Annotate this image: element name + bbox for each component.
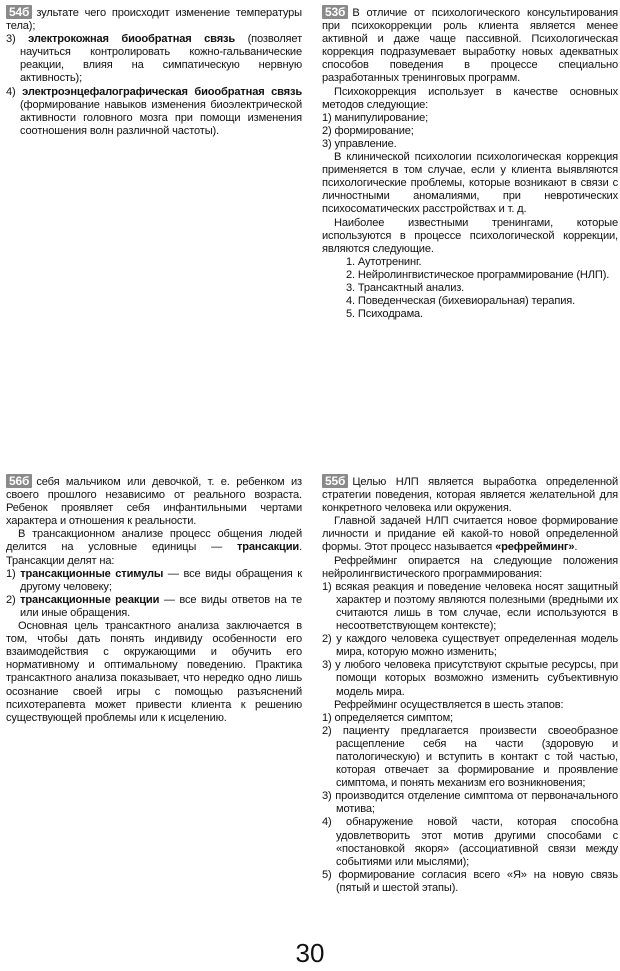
list-item: 3. Трансактный анализ.	[346, 281, 465, 294]
list-item: 3) у любого человека присутствуют скрытые ресурсы, при помощи которых возможно изменить субъективную модель мира.	[322, 659, 618, 698]
block-53	[322, 5, 618, 321]
block-56	[6, 474, 302, 725]
paragraph: В клинической психологии психологическая коррекция применяется в том случае, если у клиента выявляются психологические проблемы, которые возникают в связи с личностными аномалиями, при невротических психосоматических расстройствах и т. д.	[322, 151, 618, 216]
paragraph: Рефрейминг осуществляется в шесть этапов:	[334, 698, 564, 711]
list-item: 2) трансакционные реакции — все виды ответов на те или иные обращения.	[6, 593, 302, 619]
block-54	[6, 5, 302, 138]
list-item: 1) определяется симптом;	[322, 711, 453, 724]
list-item: 2. Нейролингвистическое программирование (НЛП).	[346, 268, 610, 281]
list-item: 2) у каждого человека существует определенная модель мира, которую можно изменить;	[322, 633, 618, 659]
list-item: 3) управление.	[322, 137, 397, 150]
list-item: 1) трансакционные стимулы — все виды обращения к другому человеку;	[6, 567, 302, 593]
section-tag: 54б	[6, 5, 32, 19]
list-item: 2) пациенту предлагается произвести своеобразное расщепление себя на части (здоровую и патологическую) и вступить в контакт с той частью, которая отвечает за формирование и проявление симптома, и понять механизм его возникновения;	[322, 724, 618, 790]
list-item: 4) обнаружение новой части, которая способна удовлетворить этот мотив другими способами с «постановкой якоря» (ассоциативной связи между событиями или мыслями);	[322, 816, 618, 868]
paragraph: Главной задачей НЛП считается новое формирование личности и придание ей какой-то новой определенной формы. Этот процесс называется «рефрейминг».	[322, 515, 618, 554]
section-tag: 53б	[322, 5, 348, 19]
paragraph: 55б Целью НЛП является выработка определенной стратегии поведения, которая является желательной для конкретного человека или окружения.	[322, 474, 618, 515]
paragraph: 56б себя мальчиком или девочкой, т. е. ребенком из своего прошлого независимо от реального возраста. Ребенок проявляет себя инфантильными чертами характера и отношения к реальности.	[6, 474, 302, 528]
page-number: 30	[295, 938, 325, 968]
list-item: 4. Поведенческая (бихевиоральная) терапия.	[346, 295, 576, 308]
list-item: 2) формирование;	[322, 124, 414, 137]
list-item: 5) формирование согласия всего «Я» на новую связь (пятый и шестой этапы).	[322, 868, 618, 894]
paragraph: Основная цель трансактного анализа заключается в том, чтобы дать понять индивиду особенности его взаимодействия с окружающими и обучить его нормативному и оптимальному поведению. Практика трансактного анализа показывает, что нередко одно лишь осознание своей игры с помощью разъяснений психотерапевта может привести клиента к решению существующей проблемы или к исцелению.	[6, 620, 302, 724]
list-item: 1. Аутотренинг.	[346, 255, 422, 268]
section-tag: 55б	[322, 474, 348, 488]
paragraph: 53б В отличие от психологического консультирования при психокоррекции роль клиента является менее активной и даже чаще пассивной. Психологическая коррекция подразумевает выработку новых адекватных способов поведения в процессе специально разработанных тренинговых программ.	[322, 5, 618, 85]
list-item: 4) электроэнцефалографическая биообратная связь (формирование навыков изменения биоэлектрической активности головного мозга при помощи изменения соотношения волн различной частоты).	[6, 85, 302, 137]
paragraph: Рефрейминг опирается на следующие положения нейролингвистического программирования:	[322, 554, 618, 580]
list-item: 5. Психодрама.	[346, 308, 423, 321]
list-item: 3) производится отделение симптома от первоначального мотива;	[322, 790, 618, 816]
paragraph: 54б зультате чего происходит изменение температуры тела);	[6, 5, 302, 33]
block-55	[322, 474, 618, 895]
paragraph: В трансакционном анализе процесс общения людей делится на условные единицы — трансакции. Трансакции делят на:	[6, 528, 302, 567]
section-tag: 56б	[6, 474, 32, 488]
list-item: 3) электрокожная биообратная связь (позволяет научиться контролировать кожно-гальванические реакции, влияя на симпатическую нервную активность);	[6, 33, 302, 85]
paragraph: Наиболее известными тренингами, которые используются в процессе психологической коррекции, являются следующие.	[322, 216, 618, 255]
list-item: 1) манипулирование;	[322, 111, 429, 124]
list-item: 1) всякая реакция и поведение человека носят защитный характер и поэтому являются полезными (вредными их считаются лишь в том случае, если используются в несоответствующем контексте);	[322, 580, 618, 633]
paragraph: Психокоррекция использует в качестве основных методов следующие:	[322, 85, 618, 111]
